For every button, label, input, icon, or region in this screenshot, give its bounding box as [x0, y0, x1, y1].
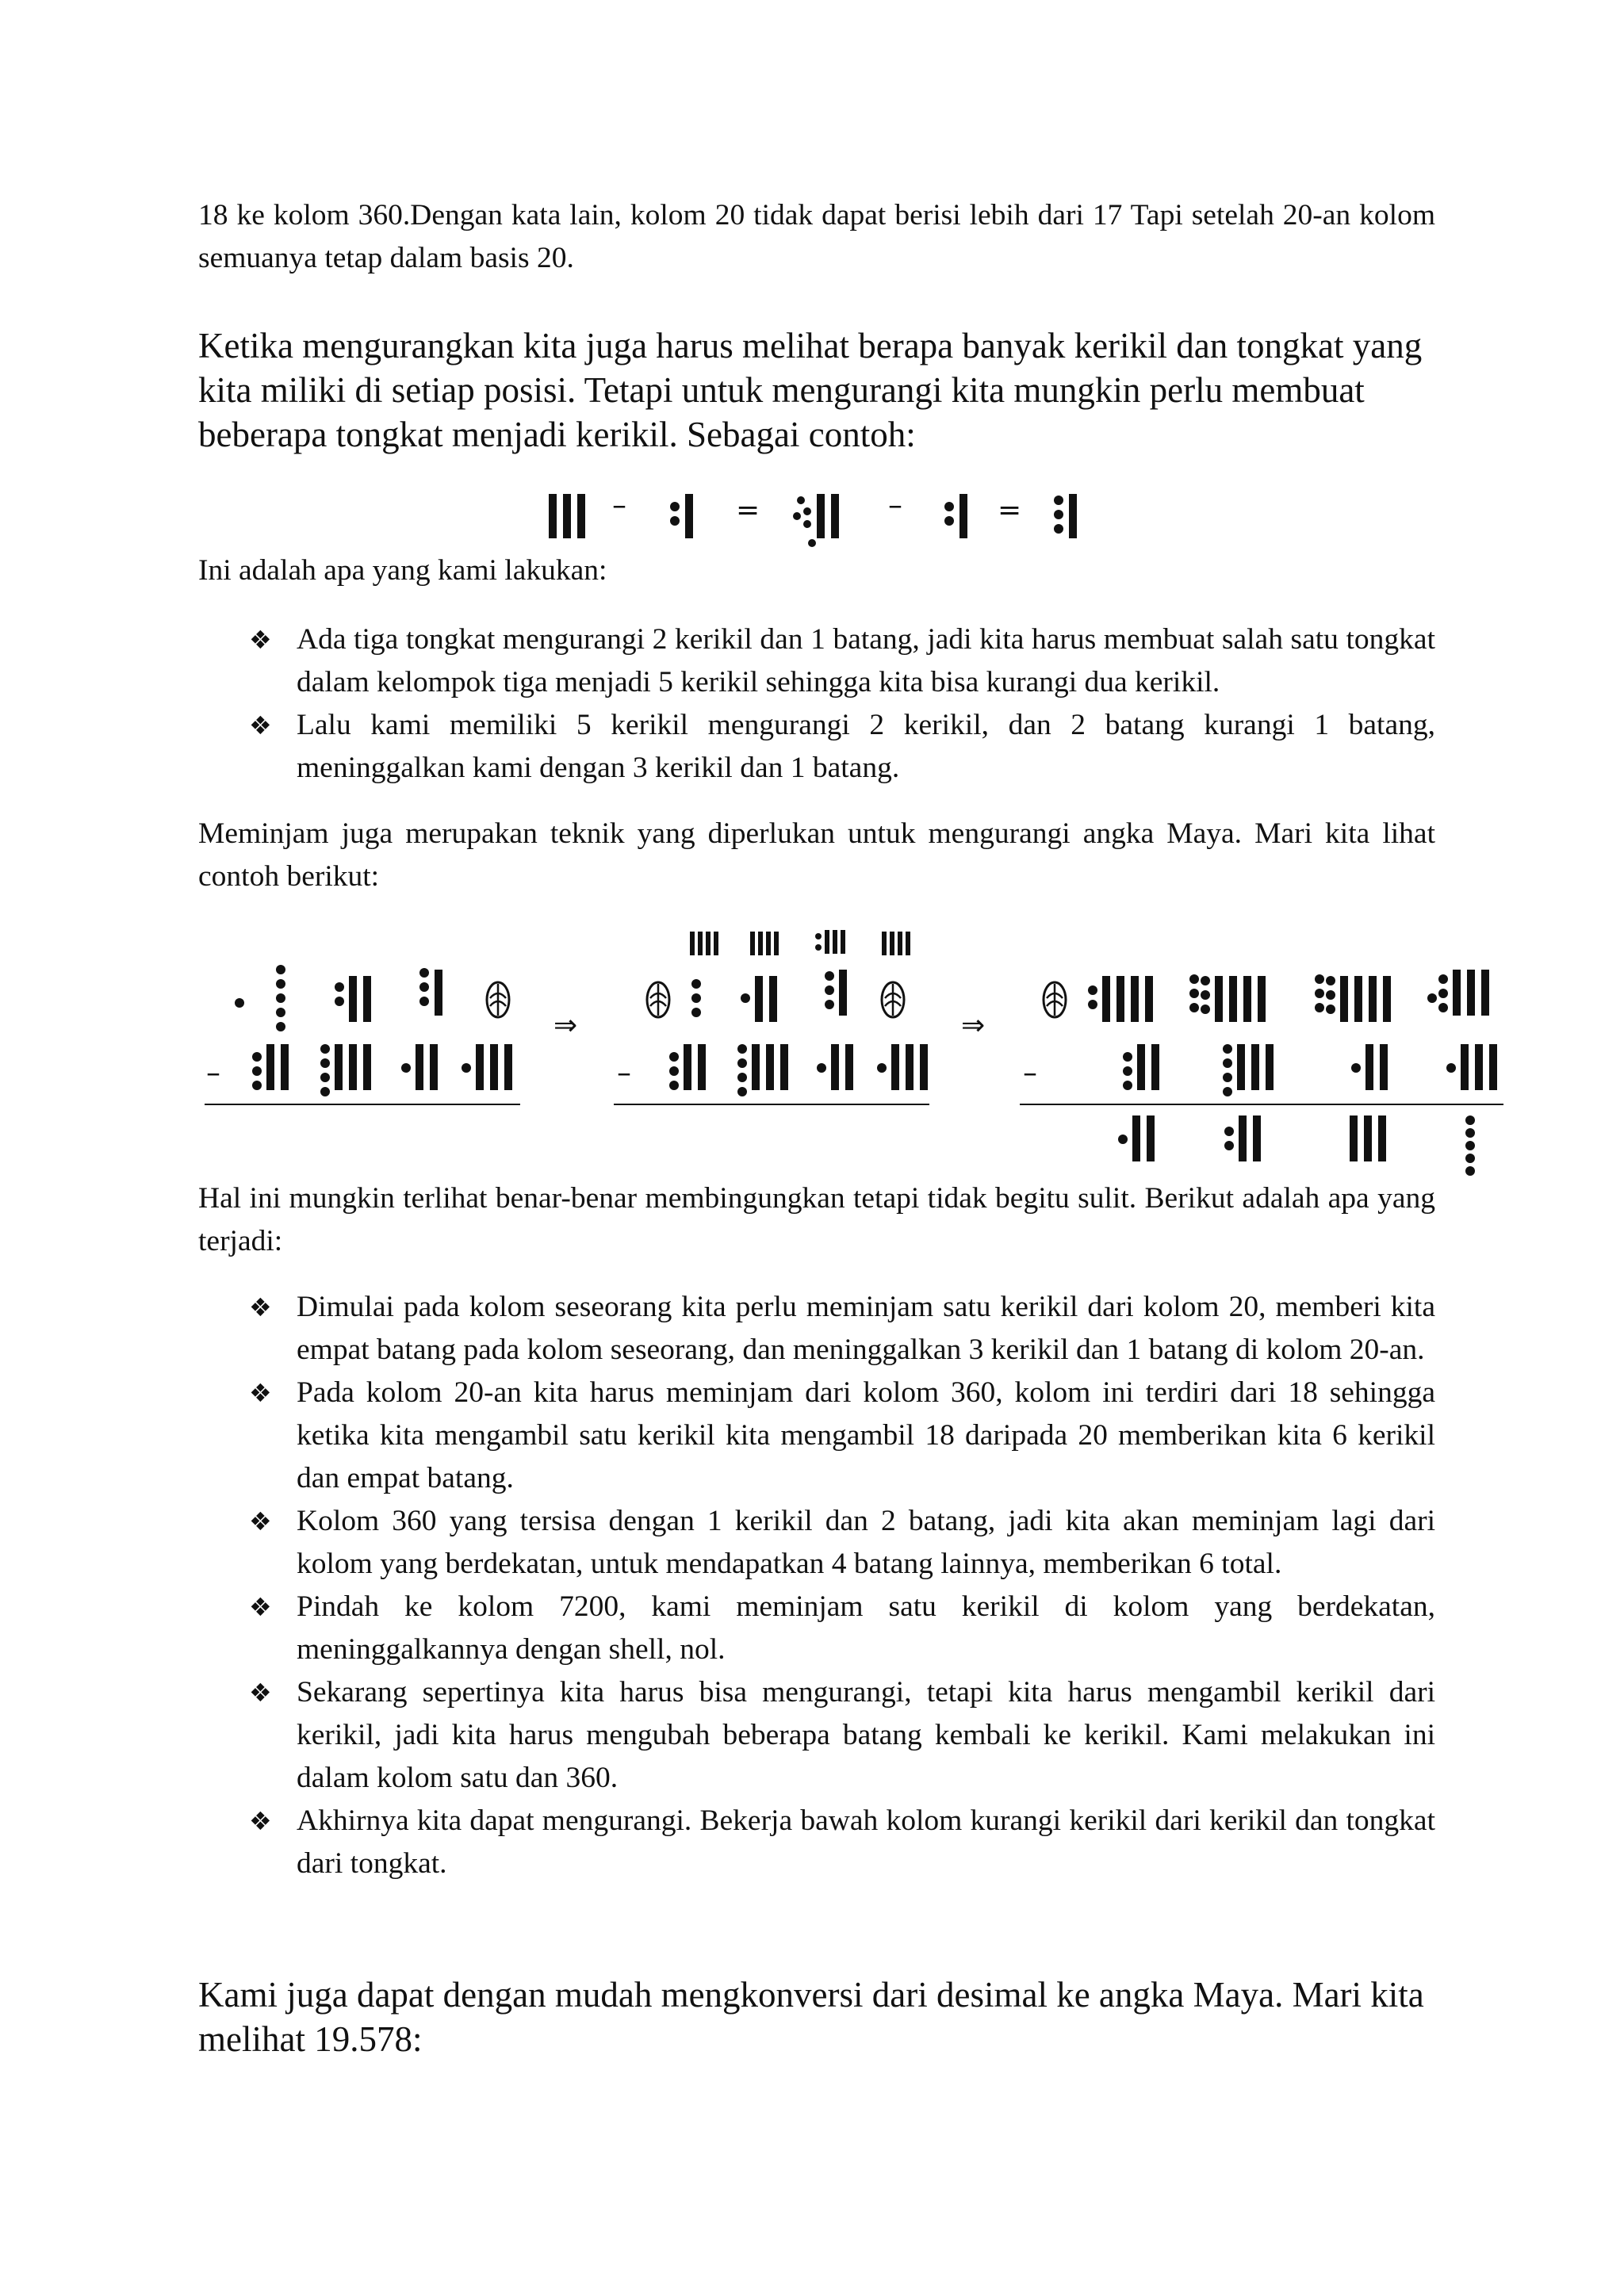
minus-sign-2: –	[888, 489, 902, 522]
diamond-bullet-icon: ❖	[249, 1506, 272, 1536]
minus-sign-stage-one: –	[206, 1057, 220, 1089]
list-item: ❖ Lalu kami memiliki 5 kerikil mengurangi 2 kerikil, dan 2 batang kurangi 1 batang, meninggalkan kami dengan 3 kerikil dan 1 batang.	[198, 704, 1435, 790]
paragraph-borrowing: Meminjam juga merupakan teknik yang diperlukan untuk mengurangi angka Maya. Mari kita lihat contoh berikut:	[198, 817, 1435, 893]
list-item: ❖ Pindah ke kolom 7200, kami meminjam satu kerikil di kolom yang berdekatan, meninggalkannya dengan shell, nol.	[198, 1586, 1435, 1671]
numeral-result-three-dots-one-bar	[1054, 494, 1077, 538]
list-item: ❖ Pada kolom 20-an kita harus meminjam dari kolom 360, kolom ini terdiri dari 18 sehingga ketika kita mengambil satu kerikil kita mengambil 18 daripada 20 memberikan kita 6 kerikil dan empat batang.	[198, 1372, 1435, 1500]
diamond-bullet-icon: ❖	[249, 1378, 272, 1408]
paragraph-intro: 18 ke kolom 360.Dengan kata lain, kolom 20 tidak dapat berisi lebih dari 17 Tapi setelah 20-an kolom semuanya tetap dalam basis 20.	[198, 199, 1435, 274]
borrowing-example-diagram	[198, 924, 1515, 1177]
numeral-three-bars	[549, 494, 585, 538]
implies-arrow-1: ⇒	[553, 1009, 578, 1042]
stage-three-subtrahend	[1023, 1044, 1497, 1096]
minus-sign-stage-two: –	[617, 1057, 631, 1089]
stage-two-minuend	[647, 970, 904, 1022]
bullet-list-second	[198, 1286, 1435, 1885]
numeral-five-dots-two-bars	[793, 494, 839, 547]
implies-arrow-2: ⇒	[961, 1009, 986, 1042]
stage-three-result	[1118, 1115, 1475, 1176]
stage-one-minuend	[235, 965, 509, 1031]
minus-sign-1: –	[612, 489, 626, 522]
stage-one-subtrahend	[206, 1044, 512, 1096]
diamond-bullet-icon: ❖	[249, 1678, 272, 1708]
numeral-two-dots-one-bar	[670, 494, 693, 538]
diamond-bullet-icon: ❖	[249, 1806, 272, 1836]
paragraph-what-we-did: Ini adalah apa yang kami lakukan:	[198, 554, 607, 587]
paragraph-conversion: Kami juga dapat dengan mudah mengkonversi dari desimal ke angka Maya. Mari kita melihat 19.578:	[198, 1975, 1424, 2059]
subtraction-example-diagram	[539, 488, 1094, 551]
list-item: ❖ Sekarang sepertinya kita harus bisa mengurangi, tetapi kita harus mengambil kerikil dari kerikil, jadi kita harus mengubah beberapa batang kembali ke kerikil. Kami melakukan ini dalam kolom satu dan 360.	[198, 1671, 1435, 1800]
list-item: ❖ Dimulai pada kolom seseorang kita perlu meminjam satu kerikil dari kolom 20, memberi kita empat batang pada kolom seseorang, dan meninggalkan 3 kerikil dan 1 batang di kolom 20-an.	[198, 1286, 1435, 1372]
stage-two-subtrahend	[617, 1044, 928, 1096]
minus-sign-stage-three: –	[1023, 1057, 1037, 1089]
equals-sign-2: =	[998, 494, 1022, 526]
diamond-bullet-icon: ❖	[249, 1292, 272, 1322]
numeral-two-dots-one-bar-b	[944, 494, 967, 538]
diamond-bullet-icon: ❖	[249, 1592, 272, 1622]
paragraph-subtraction: Ketika mengurangkan kita juga harus melihat berapa banyak kerikil dan tongkat yang kita miliki di setiap posisi. Tetapi untuk mengurangi kita mungkin perlu membuat beberapa tongkat menjadi kerikil. Sebagai contoh:	[198, 326, 1423, 454]
list-item: ❖ Akhirnya kita dapat mengurangi. Bekerja bawah kolom kurangi kerikil dari kerikil dan tongkat dari tongkat.	[198, 1800, 1435, 1885]
list-item: ❖ Ada tiga tongkat mengurangi 2 kerikil dan 1 batang, jadi kita harus membuat salah satu tongkat dalam kelompok tiga menjadi 5 kerikil sehingga kita bisa kurangi dua kerikil.	[198, 618, 1435, 704]
diamond-bullet-icon: ❖	[249, 710, 272, 740]
list-item: ❖ Kolom 360 yang tersisa dengan 1 kerikil dan 2 batang, jadi kita akan meminjam lagi dari kolom yang berdekatan, untuk mendapatkan 4 batang lainnya, memberikan 6 total.	[198, 1500, 1435, 1586]
equals-sign-1: =	[736, 494, 760, 526]
paragraph-explanation: Hal ini mungkin terlihat benar-benar membingungkan tetapi tidak begitu sulit. Berikut adalah apa yang terjadi:	[198, 1182, 1435, 1257]
bullet-list-first	[198, 618, 1435, 790]
stage-two-borrowed-bars	[690, 930, 910, 955]
stage-three-minuend	[1044, 970, 1489, 1022]
diamond-bullet-icon: ❖	[249, 625, 272, 655]
